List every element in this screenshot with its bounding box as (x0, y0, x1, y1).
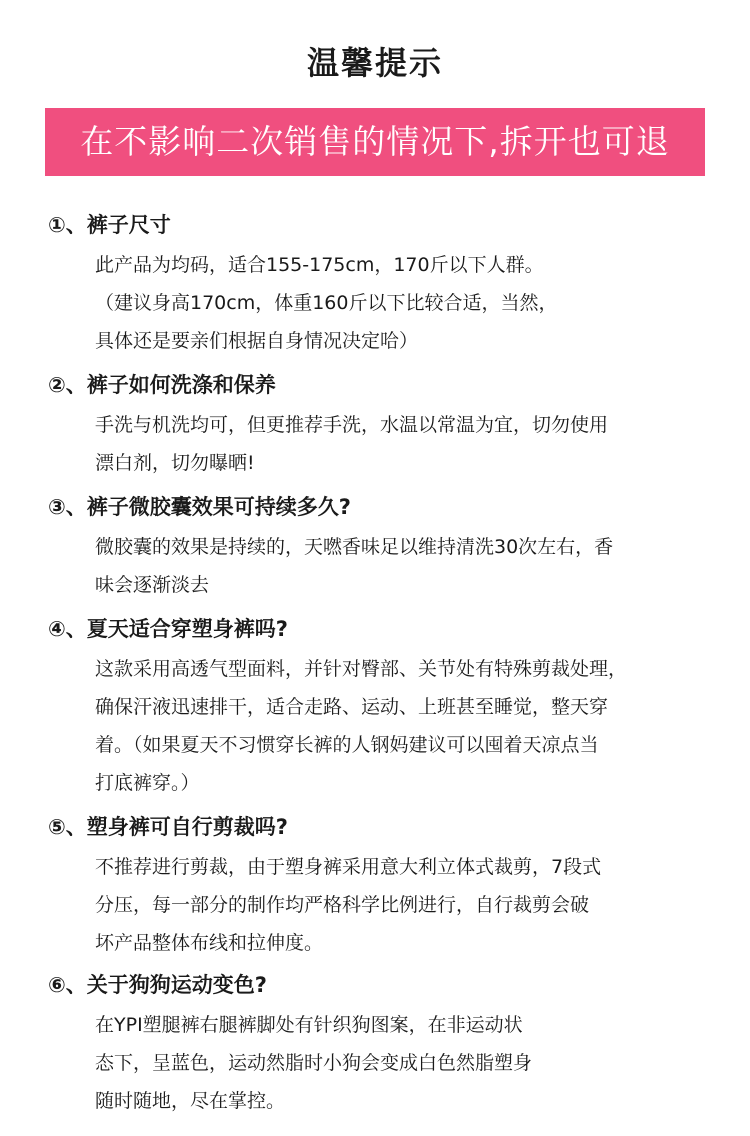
answer-line: 这款采用高透气型面料，并针对臀部、关节处有特殊剪裁处理， (95, 658, 628, 680)
faq-number: ②、 (48, 373, 87, 397)
answer-line: 味会逐渐淡去 (95, 574, 210, 596)
faq-number: ⑥、 (48, 973, 87, 997)
faq-answer (95, 250, 558, 364)
faq-question-text: 关于狗狗运动变色? (86, 973, 267, 997)
answer-line: 着。（如果夏天不习惯穿长裤的人钢妈建议可以囤着天凉点当 (95, 734, 599, 756)
answer-line: 此产品为均码，适合155-175cm，170斤以下人群。 (95, 254, 544, 276)
answer-line: 手洗与机洗均可，但更推荐手洗，水温以常温为宜，切勿使用 (95, 414, 609, 436)
return-policy-banner: 在不影响二次销售的情况下,拆开也可退 (45, 108, 705, 176)
answer-line: 漂白剂，切勿曝晒! (95, 452, 255, 474)
faq-answer (95, 654, 627, 806)
faq-number: ⑤、 (48, 815, 87, 839)
answer-line: 确保汗液迅速排干，适合走路、运动、上班甚至睡觉，整天穿 (95, 696, 609, 718)
faq-answer (95, 532, 613, 608)
answer-line: 打底裤穿。） (95, 772, 200, 794)
answer-line: 不推荐进行剪裁，由于塑身裤采用意大利立体式裁剪，7段式 (95, 856, 602, 878)
faq-question-text: 裤子尺寸 (86, 213, 171, 237)
faq-number: ①、 (48, 213, 87, 237)
answer-line: 坏产品整体布线和拉伸度。 (95, 932, 324, 954)
faq-question (48, 370, 276, 400)
faq-question-text: 裤子如何洗涤和保养 (86, 373, 276, 397)
faq-question (48, 210, 171, 240)
faq-answer (95, 410, 608, 486)
faq-number: ④、 (48, 617, 87, 641)
faq-number: ③、 (48, 495, 87, 519)
faq-question (48, 812, 288, 842)
answer-line: 在YPI塑腿裤右腿裤脚处有针织狗图案，在非运动状 (95, 1014, 523, 1036)
faq-question (48, 492, 351, 522)
faq-answer (95, 852, 601, 966)
faq-question-text: 塑身裤可自行剪裁吗? (86, 815, 288, 839)
faq-question-text: 裤子微胶囊效果可持续多久? (86, 495, 351, 519)
answer-line: （建议身高170cm，体重160斤以下比较合适，当然， (95, 292, 558, 314)
faq-question (48, 970, 267, 1000)
answer-line: 态下，呈蓝色，运动然脂时小狗会变成白色然脂塑身 (95, 1052, 533, 1074)
page-title: 温馨提示 (306, 44, 443, 82)
answer-line: 随时随地，尽在掌控。 (95, 1090, 286, 1112)
answer-line: 分压，每一部分的制作均严格科学比例进行，自行裁剪会破 (95, 894, 590, 916)
answer-line: 具体还是要亲们根据自身情况决定哈） (95, 330, 419, 352)
faq-answer (95, 1010, 532, 1124)
faq-question (48, 614, 288, 644)
faq-question-text: 夏天适合穿塑身裤吗? (86, 617, 288, 641)
answer-line: 微胶囊的效果是持续的，天嘫香味足以维持清洗30次左右，香 (95, 536, 614, 558)
